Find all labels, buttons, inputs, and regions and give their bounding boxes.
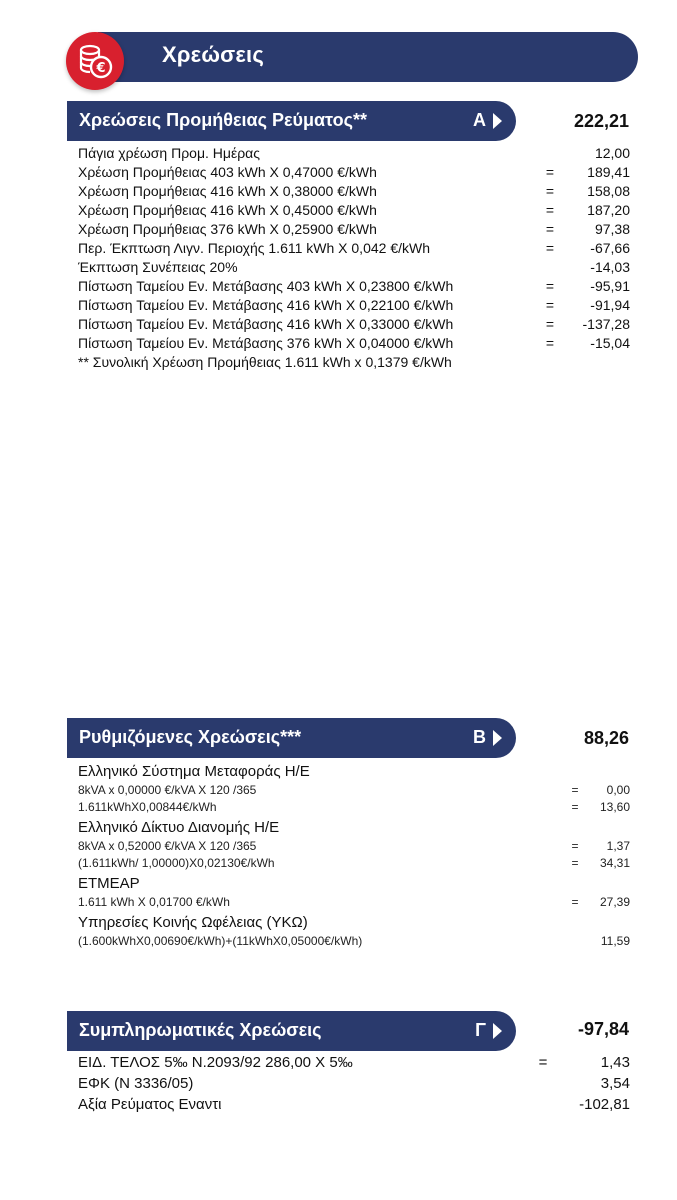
line-value: 34,31: [599, 856, 630, 870]
equals-sign: =: [545, 221, 555, 237]
sub-line-text: 8kVA x 0,52000 €/kVA X 120 /365: [78, 839, 257, 853]
line-value: 0,00: [606, 783, 630, 797]
section-c-total: -97,84: [577, 1019, 629, 1039]
equals-sign: =: [545, 335, 555, 351]
equals-sign: =: [571, 839, 579, 853]
line-label: [78, 316, 453, 332]
line-value: -91,94: [590, 297, 630, 313]
line-label-text: ** Συνολική Χρέωση Προμήθειας: [78, 354, 281, 370]
coins-euro-icon: [66, 32, 124, 90]
line-label: [78, 1054, 353, 1071]
line-detail: 403 kWh X 0,23800 €/kWh: [282, 278, 454, 294]
line-value: 3,54: [600, 1075, 630, 1092]
line-label: [78, 145, 260, 161]
line-value: 158,08: [587, 183, 630, 199]
equals-sign: =: [545, 240, 555, 256]
section-c-title: Συμπληρωματικές Χρεώσεις: [79, 1020, 322, 1040]
line-value: -15,04: [590, 335, 630, 351]
line-item: [78, 297, 630, 316]
group-heading: Ελληνικό Δίκτυο Διανομής Η/Ε: [78, 819, 280, 836]
line-label: [78, 354, 452, 370]
line-detail: 376 kWh X 0,04000 €/kWh: [282, 335, 454, 351]
sub-line-item: [78, 856, 630, 873]
section-b-title: Ρυθμιζόμενες Χρεώσεις***: [79, 727, 302, 747]
line-value: 97,38: [594, 221, 630, 237]
svg-text:€: €: [96, 61, 106, 76]
line-item: [78, 335, 630, 354]
chevron-right-icon: [493, 113, 502, 129]
section-a-title: Χρεώσεις Προμήθειας Ρεύματος**: [79, 110, 367, 130]
sub-line-item: [78, 800, 630, 817]
sub-line-item: [78, 783, 630, 800]
line-detail: 416 kWh X 0,45000 €/kWh: [206, 202, 377, 218]
line-label: [78, 202, 377, 218]
line-item: [78, 1054, 630, 1075]
line-item: [78, 164, 630, 183]
line-value: -67,66: [590, 240, 630, 256]
line-value: -14,03: [590, 259, 630, 275]
section-a-header[interactable]: [67, 101, 516, 141]
line-label: [78, 297, 453, 313]
sub-line-item: [78, 934, 630, 951]
equals-sign: =: [571, 783, 579, 797]
line-item: [78, 1096, 630, 1117]
section-b-letter: Β: [473, 727, 486, 747]
chevron-right-icon: [493, 1023, 502, 1039]
sub-line-item: [78, 839, 630, 856]
line-value: -137,28: [582, 316, 630, 332]
line-label-text: ΕΦΚ (Ν 3336/05): [78, 1075, 194, 1092]
equals-sign: =: [571, 800, 579, 814]
line-label-text: Έκπτωση Συνέπειας 20%: [78, 259, 238, 275]
line-item: [78, 316, 630, 335]
line-label: [78, 164, 377, 180]
page-title: Χρεώσεις: [162, 42, 264, 67]
line-value: 1,43: [600, 1054, 630, 1071]
line-item: [78, 145, 630, 164]
line-value: 11,59: [600, 934, 630, 948]
line-detail: 1.611 kWh X 0,042 €/kWh: [264, 240, 430, 256]
equals-sign: =: [545, 202, 555, 218]
equals-sign: =: [571, 895, 579, 909]
sub-line-text: 8kVA x 0,00000 €/kVA X 120 /365: [78, 783, 257, 797]
line-label-text: Πάγια χρέωση Προμ. Ημέρας: [78, 145, 261, 161]
section-c-letter: Γ: [475, 1020, 486, 1040]
section-a-letter: Α: [473, 110, 486, 130]
line-label-text: Χρέωση Προμήθειας: [78, 183, 207, 199]
section-b-header[interactable]: [67, 718, 516, 758]
equals-sign: =: [545, 278, 555, 294]
group-heading: Ελληνικό Σύστημα Μεταφοράς Η/Ε: [78, 763, 310, 780]
line-detail: 416 kWh X 0,38000 €/kWh: [206, 183, 377, 199]
group-heading: Υπηρεσίες Κοινής Ωφέλειας (ΥΚΩ): [78, 914, 308, 931]
line-label: [78, 259, 238, 275]
section-c-header[interactable]: [67, 1011, 516, 1051]
line-value: 27,39: [599, 895, 630, 909]
line-item: [78, 221, 630, 240]
line-detail: 403 kWh X 0,47000 €/kWh: [206, 164, 377, 180]
line-item: [78, 202, 630, 221]
line-detail: 286,00 X 5‰: [260, 1054, 353, 1071]
section-b-total: 88,26: [583, 728, 629, 748]
line-value: 187,20: [587, 202, 630, 218]
sub-line-text: (1.600kWhX0,00690€/kWh)+(11kWhX0,05000€/kWh): [78, 934, 363, 948]
equals-sign: =: [545, 183, 555, 199]
equals-sign: =: [545, 316, 555, 332]
line-label-text: Πίστωση Ταμείου Εν. Μετάβασης: [78, 316, 283, 332]
line-value: -95,91: [590, 278, 630, 294]
line-detail: 416 kWh X 0,33000 €/kWh: [282, 316, 454, 332]
group-heading: ΕΤΜΕΑΡ: [78, 875, 140, 892]
line-label-text: Πίστωση Ταμείου Εν. Μετάβασης: [78, 297, 283, 313]
equals-sign: =: [545, 164, 555, 180]
line-item: [78, 278, 630, 297]
line-label: [78, 335, 453, 351]
line-item: [78, 354, 630, 373]
equals-sign: =: [545, 297, 555, 313]
line-label: [78, 1096, 222, 1113]
line-value: 189,41: [587, 164, 630, 180]
sub-line-item: [78, 895, 630, 912]
equals-sign: =: [538, 1054, 548, 1071]
line-label: [78, 221, 377, 237]
line-value: -102,81: [579, 1096, 630, 1113]
line-label-text: ΕΙΔ. ΤΕΛΟΣ 5‰ Ν.2093/92: [78, 1054, 261, 1071]
line-value: 1,37: [606, 839, 630, 853]
sub-line-text: 1.611kWhX0,00844€/kWh: [78, 800, 217, 814]
line-label-text: Πίστωση Ταμείου Εν. Μετάβασης: [78, 335, 283, 351]
line-value: 13,60: [599, 800, 630, 814]
line-label-text: Χρέωση Προμήθειας: [78, 202, 207, 218]
sub-line-text: (1.611kWh/ 1,00000)X0,02130€/kWh: [78, 856, 275, 870]
line-detail: 376 kWh X 0,25900 €/kWh: [206, 221, 377, 237]
line-label-text: Περ. Έκπτωση Λιγν. Περιοχής: [78, 240, 265, 256]
line-label-text: Πίστωση Ταμείου Εν. Μετάβασης: [78, 278, 283, 294]
line-item: [78, 1075, 630, 1096]
line-detail: 1.611 kWh x 0,1379 €/kWh: [280, 354, 452, 370]
line-item: [78, 240, 630, 259]
line-detail: 416 kWh X 0,22100 €/kWh: [282, 297, 454, 313]
section-a-total: 222,21: [573, 111, 629, 131]
line-label-text: Χρέωση Προμήθειας: [78, 221, 207, 237]
chevron-right-icon: [493, 730, 502, 746]
line-label: [78, 240, 430, 256]
line-label: [78, 183, 377, 199]
line-item: [78, 183, 630, 202]
line-label-text: Χρέωση Προμήθειας: [78, 164, 207, 180]
equals-sign: =: [571, 856, 579, 870]
line-label-text: Αξία Ρεύματος Εναντι: [78, 1096, 222, 1113]
line-label: [78, 278, 453, 294]
line-item: [78, 259, 630, 278]
line-label: [78, 1075, 193, 1092]
sub-line-text: 1.611 kWh X 0,01700 €/kWh: [78, 895, 230, 909]
line-value: 12,00: [594, 145, 630, 161]
